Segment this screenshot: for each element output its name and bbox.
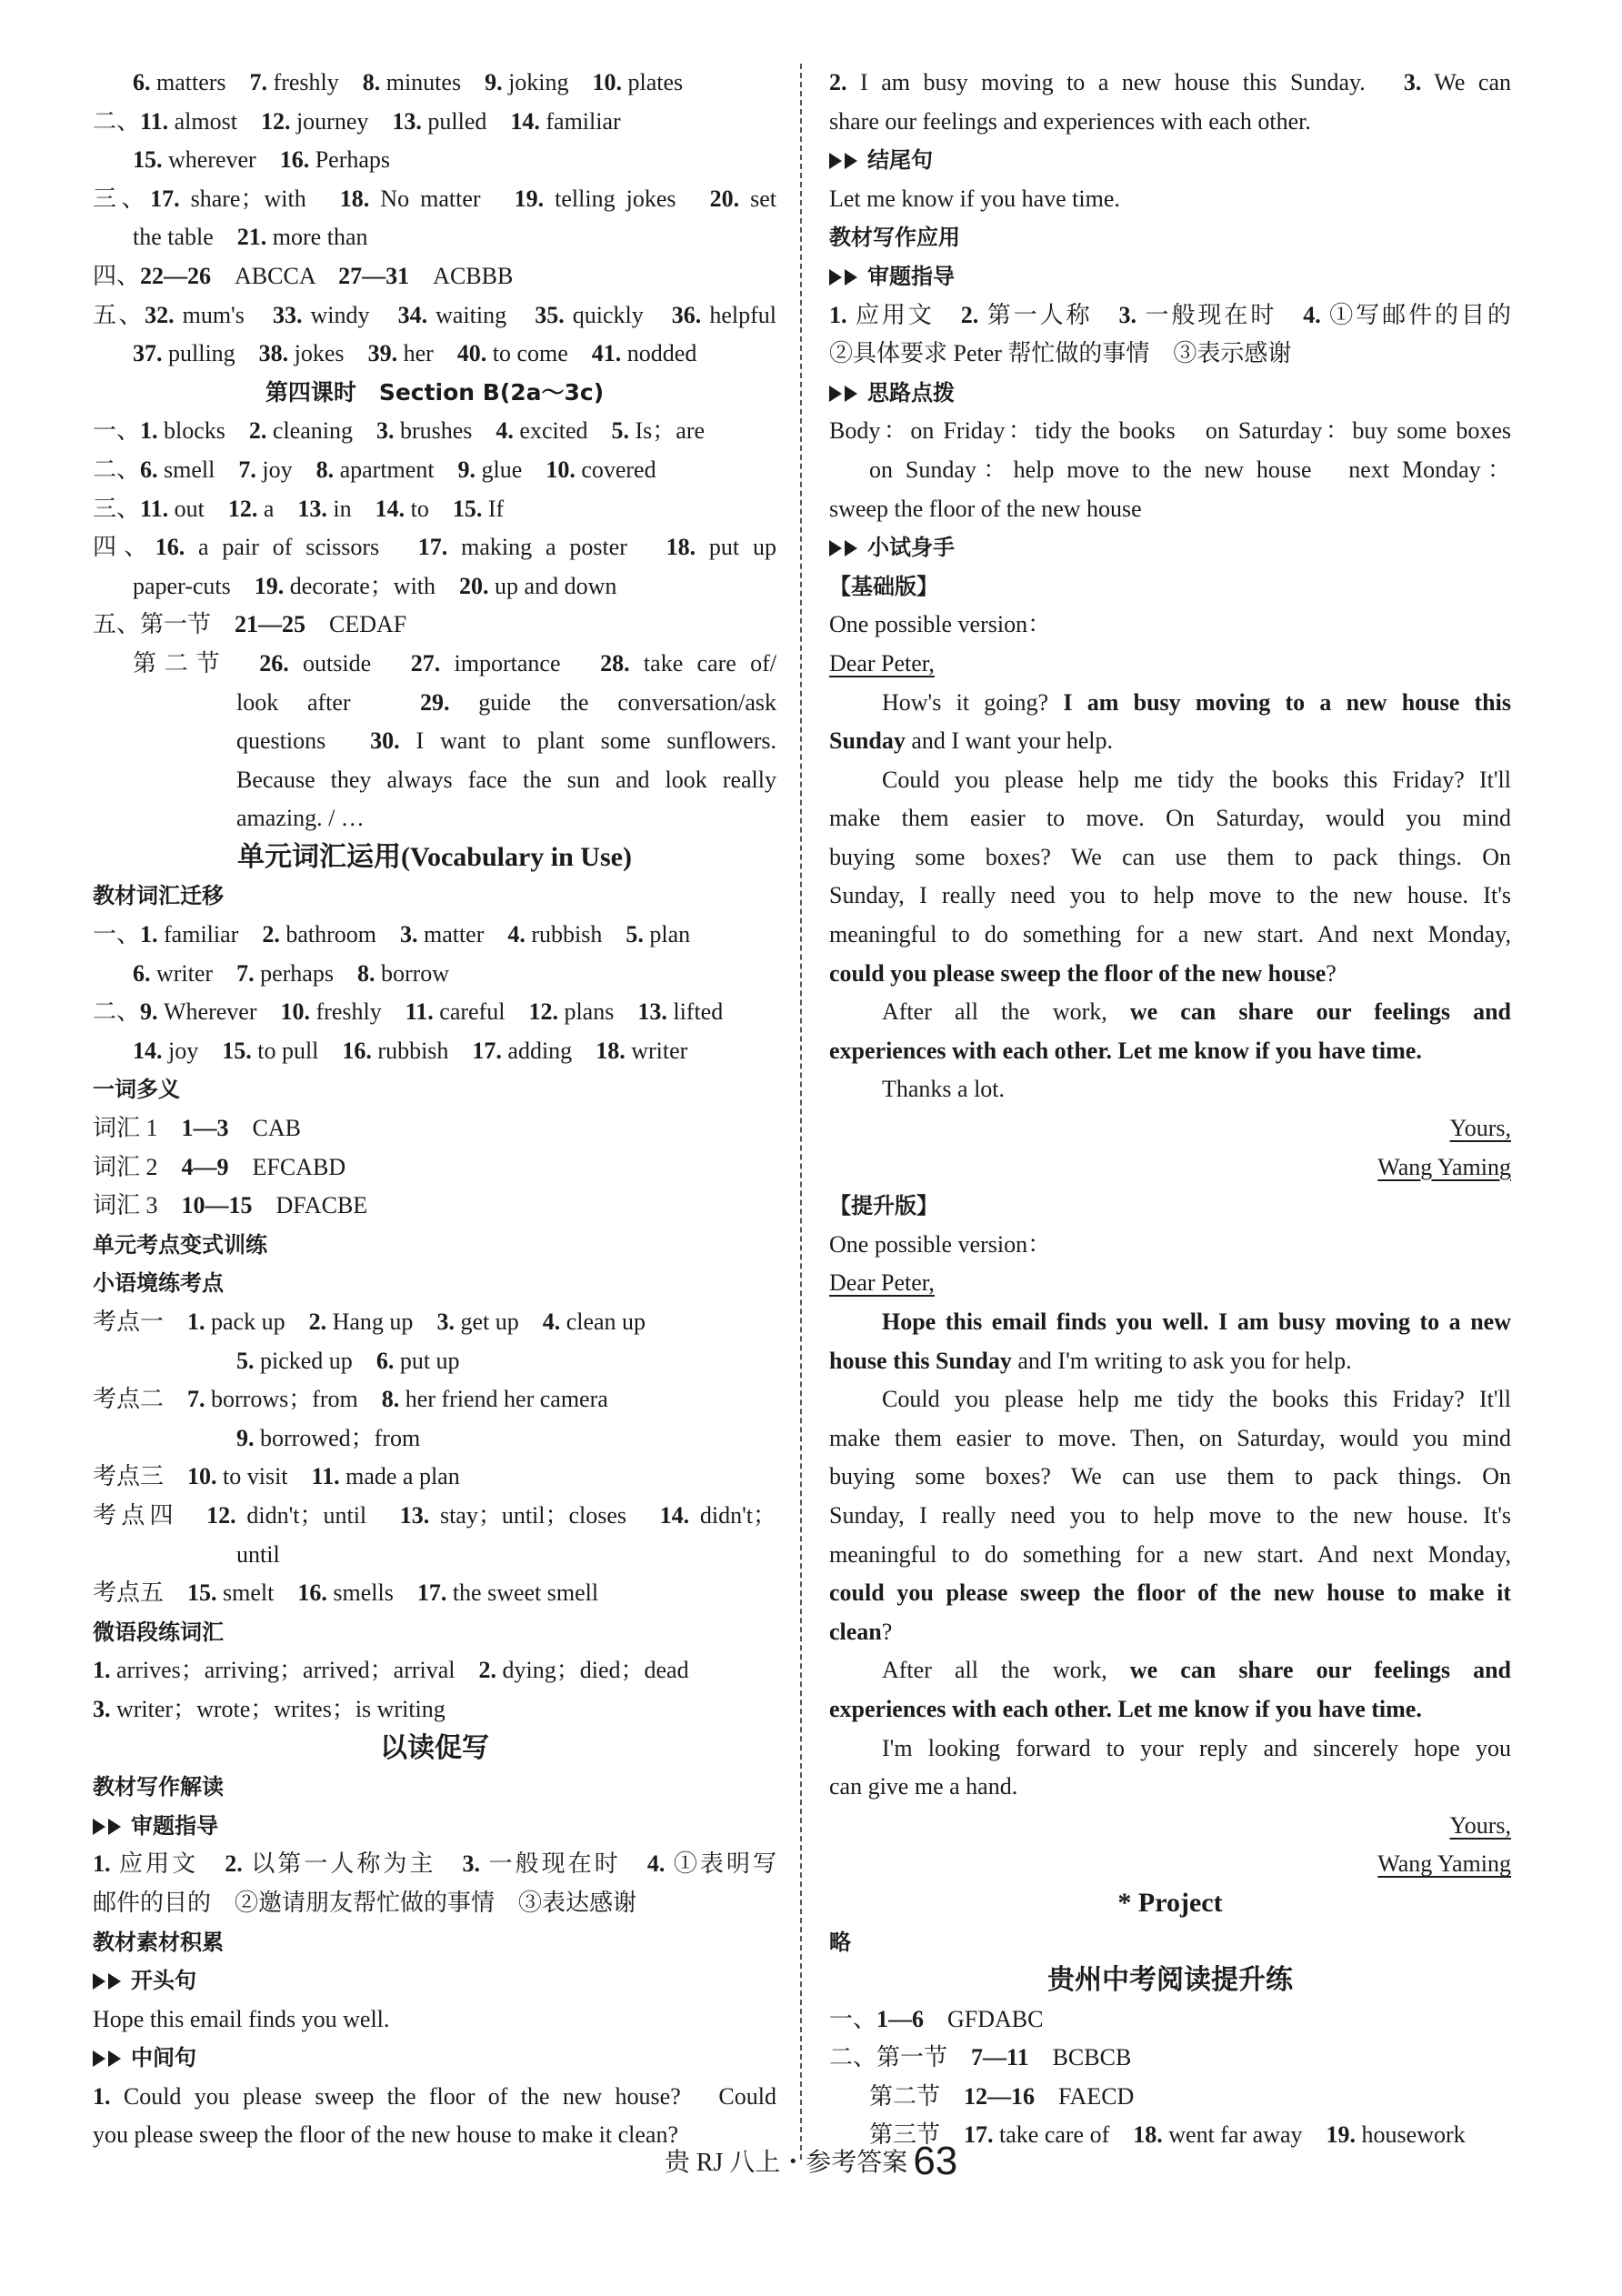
text-line-right-18: Could you please help me tidy the books this Friday? It'll [882,766,1511,793]
text-line-right-19: make them easier to move. On Saturday, would you mind [829,805,1511,832]
text-line-right-35: make them easier to move. Then, on Saturday, would you mind [829,1424,1511,1451]
text-line-left-42: 3. writer；wrote；writes；is writing [93,1695,446,1722]
text-line-left-32: 考点一 1. pack up 2. Hang up 3. get up 4. clean up [93,1308,646,1335]
text-line-left-2: 15. wherever 16. Perhaps [133,146,391,174]
text-line-left-52: 1. Could you please sweep the floor of the new house? Could [93,2082,776,2110]
heading-right-29: 【提升版】 [829,1193,938,1219]
text-line-left-1: 二、11. almost 12. journey 13. pulled 14. familiar [93,107,621,135]
text-line-right-42: experiences with each other. Let me know if you have time. [829,1695,1422,1722]
text-line-right-22: meaningful to do something for a new start. And next Monday, [829,921,1511,948]
heading-right-2: 结尾句 [829,141,1511,180]
text-line-right-46: Wang Yaming [1377,1850,1511,1878]
text-line-right-25: experiences with each other. Let me know if you have time. [829,1037,1422,1064]
heading-left-30: 单元考点变式训练 [93,1231,267,1258]
text-line-left-33: 5. picked up 6. put up [236,1347,460,1374]
text-line-left-18: Because they always face the sun and look really [236,766,776,793]
text-line-left-41: 1. arrives；arriving；arrived；arrival 2. dying；died；dead [93,1657,689,1684]
text-line-left-12: 四、16. a pair of scissors 17. making a poster 18. put up [93,534,776,561]
heading-right-48: 略 [829,1929,851,1955]
text-line-right-10: on Sunday：help move to the new house next Monday： [869,456,1511,483]
text-line-right-32: Hope this email finds you well. I am busy moving to a new [882,1308,1511,1335]
text-line-left-14: 五、第一节 21—25 CEDAF [93,611,407,638]
text-line-left-10: 二、6. smell 7. joy 8. apartment 9. glue 10. covered [93,456,656,483]
text-line-left-19: amazing. / … [236,805,365,832]
text-line-right-3: Let me know if you have time. [829,185,1120,212]
text-line-right-21: Sunday, I really need you to help move to the new house. It's [829,882,1511,909]
heading-right-47: * Project [1117,1887,1223,1918]
text-line-left-0: 6. matters 7. freshly 8. minutes 9. joking 10. plates [133,69,684,95]
heading-right-5: 审题指导 [829,257,1511,296]
heading-left-45: 审题指导 [93,1807,776,1846]
text-line-right-20: buying some boxes? We can use them to pack things. On [829,843,1511,870]
text-line-left-28: 词汇 2 4—9 EFCABD [93,1153,346,1180]
double-arrow-icon [829,528,860,567]
text-line-right-16: How's it going? I am busy moving to a new house this [882,688,1511,716]
text-line-right-30: One possible version： [829,1230,1052,1258]
text-line-right-51: 二、第一节 7—11 BCBCB [829,2044,1132,2071]
text-line-left-11: 三、11. out 12. a 13. in 14. to 15. If [93,495,505,522]
text-line-right-27: Yours, [1449,1115,1511,1142]
text-line-left-3: 三、17. share；with 18. No matter 19. telling jokes 20. set [93,185,776,212]
text-line-right-33: house this Sunday and I'm writing to ask you for help. [829,1347,1352,1374]
text-line-right-7: ②具体要求 Peter 帮忙做的事情 ③表示感谢 [829,340,1292,367]
text-line-right-15: Dear Peter, [829,649,935,677]
text-line-left-5: 四、22—26 ABCCA 27—31 ACBBB [93,262,514,289]
heading-left-44: 教材写作解读 [93,1774,224,1800]
text-line-left-4: the table 21. more than [133,224,368,251]
text-line-left-37: 考点四 12. didn't；until 13. stay；until；closes 14. didn't； [93,1501,776,1529]
text-line-left-13: paper-cuts 19. decorate；with 20. up and down [133,572,617,599]
text-line-left-23: 6. writer 7. perhaps 8. borrow [133,959,450,987]
heading-left-40: 微语段练词汇 [93,1619,224,1645]
text-line-left-24: 二、9. Wherever 10. freshly 11. careful 12. plans 13. lifted [93,998,724,1026]
right-column [829,64,1511,2155]
text-line-right-26: Thanks a lot. [882,1076,1006,1103]
text-line-left-50: Hope this email finds you well. [93,2005,390,2032]
text-line-left-22: 一、1. familiar 2. bathroom 3. matter 4. rubbish 5. plan [93,921,691,948]
text-line-right-37: Sunday, I really need you to help move to the new house. It's [829,1501,1511,1529]
text-line-right-14: One possible version： [829,611,1052,638]
text-line-right-44: can give me a hand. [829,1773,1018,1800]
text-line-right-31: Dear Peter, [829,1269,935,1297]
text-line-left-46: 1. 应用文 2. 以第一人称为主 3. 一般现在时 4. ①表明写 [93,1850,776,1878]
text-line-right-9: Body：on Friday：tidy the books on Saturday：buy some boxes [829,417,1511,445]
text-line-right-36: buying some boxes? We can use them to pack things. On [829,1463,1511,1490]
text-line-left-36: 考点三 10. to visit 11. made a plan [93,1463,460,1490]
heading-left-43: 以读促写 [380,1732,489,1763]
heading-right-49: 贵州中考阅读提升练 [1047,1965,1293,1996]
text-line-right-40: clean? [829,1618,893,1645]
text-line-right-41: After all the work, we can share our feelings and [882,1657,1511,1684]
text-line-right-38: meaningful to do something for a new start. And next Monday, [829,1540,1511,1568]
text-line-left-47: 邮件的目的 ②邀请朋友帮忙做的事情 ③表达感谢 [93,1889,637,1916]
heading-right-8: 思路点拨 [829,374,1511,413]
heading-left-20: 单元词汇运用(Vocabulary in Use) [237,841,632,872]
text-line-left-17: questions 30. I want to plant some sunflowers. [236,727,776,755]
page-number: 63 [913,2139,958,2183]
text-line-left-53: you please sweep the floor of the new house to make it clean? [93,2121,678,2149]
heading-right-13: 【基础版】 [829,573,938,599]
text-line-right-34: Could you please help me tidy the books this Friday? It'll [882,1386,1511,1413]
footer-label: 贵 RJ 八上・参考答案 [664,2149,908,2177]
text-line-right-53: 第三节 17. take care of 18. went far away 19. housework [869,2121,1466,2149]
double-arrow-icon [93,2039,124,2078]
text-line-right-0: 2. I am busy moving to a new house this Sunday. 3. We can [829,69,1511,95]
double-arrow-icon [93,1807,124,1846]
text-line-left-38: until [236,1540,280,1568]
text-line-right-6: 1. 应用文 2. 第一人称 3. 一般现在时 4. ①写邮件的目的 [829,301,1511,328]
text-line-left-29: 词汇 3 10—15 DFACBE [93,1192,368,1219]
heading-left-48: 教材素材积累 [93,1929,224,1955]
text-line-left-27: 词汇 1 1—3 CAB [93,1115,301,1142]
text-line-right-24: After all the work, we can share our feelings and [882,998,1511,1026]
heading-left-49: 开头句 [93,1961,776,2000]
column-divider [800,64,802,2160]
page-footer [0,2139,1622,2184]
text-line-left-16: look after 29. guide the conversation/ask [236,688,776,716]
left-column [93,64,776,2155]
heading-left-21: 教材词汇迁移 [93,883,224,909]
text-line-right-50: 一、1—6 GFDABC [829,2005,1044,2032]
text-line-right-43: I'm looking forward to your reply and sincerely hope you [882,1734,1511,1761]
heading-right-12: 小试身手 [829,528,1511,567]
text-line-left-34: 考点二 7. borrows；from 8. her friend her camera [93,1386,608,1413]
heading-right-4: 教材写作应用 [829,225,960,251]
text-line-left-15: 第二节 26. outside 27. importance 28. take care of/ [133,649,776,677]
text-line-left-25: 14. joy 15. to pull 16. rubbish 17. adding 18. writer [133,1037,688,1064]
text-line-right-11: sweep the floor of the new house [829,495,1142,522]
heading-left-31: 小语境练考点 [93,1270,224,1297]
text-line-left-39: 考点五 15. smelt 16. smells 17. the sweet smell [93,1579,599,1607]
text-line-left-6: 五、32. mum's 33. windy 34. waiting 35. quickly 36. helpful [93,301,776,328]
text-line-left-9: 一、1. blocks 2. cleaning 3. brushes 4. excited 5. Is；are [93,417,706,445]
double-arrow-icon [829,374,860,413]
text-line-left-35: 9. borrowed；from [236,1424,421,1451]
text-line-right-39: could you please sweep the floor of the new house to make it [829,1579,1511,1607]
double-arrow-icon [829,141,860,180]
text-line-right-52: 第二节 12—16 FAECD [869,2082,1135,2110]
double-arrow-icon [93,1961,124,2000]
text-line-right-28: Wang Yaming [1377,1153,1511,1180]
double-arrow-icon [829,257,860,296]
text-line-right-17: Sunday and I want your help. [829,727,1114,755]
heading-left-8: 第四课时 Section B(2a～3c) [265,378,605,406]
text-line-right-23: could you please sweep the floor of the new house? [829,959,1337,987]
text-line-right-45: Yours, [1449,1811,1511,1839]
heading-left-51: 中间句 [93,2039,776,2078]
text-line-left-7: 37. pulling 38. jokes 39. her 40. to come 41. nodded [133,340,697,367]
heading-left-26: 一词多义 [93,1077,180,1103]
text-line-right-1: share our feelings and experiences with each other. [829,107,1311,135]
